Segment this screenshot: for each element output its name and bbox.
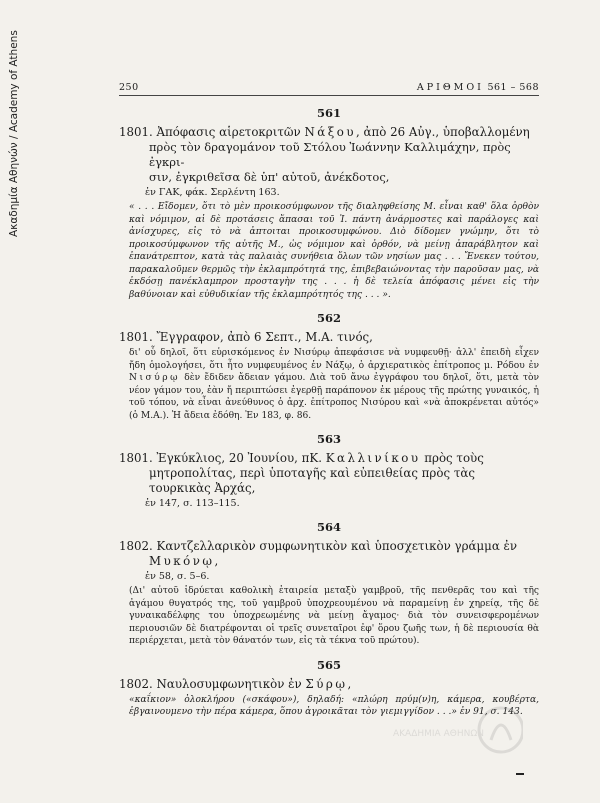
- entry-563-heading: 1801. Ἐγκύκλιος, 20 Ἰουνίου, πΚ. Καλλινίκου πρὸς τοὺς μητροπολίτας, περὶ ὑποταγῆς καὶ εὐπειθείας πρὸς τὰς τουρκικὰς Ἀρχάς,: [119, 451, 484, 495]
- entry-561-quote: « . . . Εἴδομεν, ὅτι τὸ μὲν προικοσύμφωνον τῆς διαληφθείσης Μ. εἶναι καθ' ὅλα ὀρθὸν καὶ νόμιμον, αἱ δὲ προτάσεις ἅπασαι τοῦ Ἰ. πάντη ἀνάρμοστες καὶ παράλογες καὶ ἀνίσχυρες, εἰς τὸ νὰ ἀπτοιται προικοσυμφώνου. Διὸ δίδομεν γνώμην, ὅτι τὸ προικοσύμφωνον τῆς αὐτῆς Μ., ὡς νόμιμον καὶ ὀρθόν, νὰ μείνῃ ἀπαράβλητον καὶ ἐπανάτρεπτον, κατὰ τὰς παλαιὰς συνήθεια ὅλων τῶν νησίων μας . . . Ἔνεκεν τούτου, παρακαλοῦμεν θερμῶς τὴν ἐκλαμπρότητά της, ἐπιβεβαιώνοντας τὴν παροῦσαν μας, νὰ ἐκδόσῃ πανέκλαμπρον προσταγὴν της . . . ἡ δὲ τελεία ἀπόφασις μένει εἰς τὴν βαθύνοιαν καὶ εὐθυδικίαν τῆς ἐκλαμπρότητός της . . . ».: [129, 202, 539, 300]
- entry-562-body: δι' οὗ δηλοῖ, ὅτι εὑρισκόμενος ἐν Νισύρῳ ἀπεφάσισε νὰ νυμφευθῇ· ἀλλ' ἐπειδὴ εἶχεν ἤδη ὁμολογήσει, ὅτι ἦτο νυμφευμένος ἐν Νάξῳ, ὁ ἀρχιερατικὸς ἐπίτροπος μ. Ρόδου ἐν Νισύρῳ δὲν ἔδιδεν ἄδειαν γάμου. Διὰ τοῦ ἄνω ἐγγράφου του δηλοῖ, ὅτι, μετὰ τὸν νέον γάμον του, ἐὰν ἤ περιπτώσει ἐγερθῇ παράπονον ἐκ μέρους τῆς πρώτης γυναικός, ἡ τοῦ τόπου, νὰ εἶναι ἀνεύθυνος ὁ ἀρχ. ἐπίτροπος Νισύρου καὶ «νὰ ἀποκρένεται αὐτός» (ὁ Μ.Α.). Ἡ ἄδεια ἐδόθη. Ἐν 183, φ. 86.: [129, 348, 539, 421]
- entry-number-561: 561: [316, 106, 341, 120]
- entry-number-565: 565: [316, 657, 341, 672]
- entry-565-heading: 1802. Ναυλοσυμφωνητικὸν ἐν Σύρῳ,: [119, 676, 354, 691]
- entry-561-line3: σιν, ἐγκριθεῖσα δὲ ὑπ' αὐτοῦ, ἀνέκδοτος,: [149, 170, 390, 184]
- entry-564-source: ἐν 58, σ. 5–6.: [145, 571, 210, 582]
- entry-564-body: (Δι' αὐτοῦ ἱδρύεται καθολικὴ ἑταιρεία μεταξὺ γαμβροῦ, τῆς πενθερᾶς του καὶ τῆς ἀγάμου θυγατρός της, τοῦ γαμβροῦ ὑποχρεουμένου νὰ παραμείνῃ ἐν χηρείᾳ, τῆς δὲ γυναικαδέλφης του ὑποχρεωμένης νὰ μείνῃ ἄγαμος· διὰ τὸν συνεισφερομένων περιουσιῶν δὲ διατρέφονται οἱ τρεῖς συνεταῖροι ἐφ' ὅρου ζωῆς των, ἡ δὲ περιουσία θὰ περιέρχεται, μετὰ τὸν θάνατόν των, εἰς τὰ τέκνα τοῦ πρώτου).: [129, 586, 539, 646]
- running-head: [119, 82, 539, 96]
- entry-561-heading: 1801. Ἀπόφασις αἱρετοκριτῶν Νάξου, ἀπὸ 26 Αὐγ., ὑποβαλλομένη: [119, 125, 530, 139]
- entry-561-line2: πρὸς τὸν δραγομάνον τοῦ Στόλου Ἰωάννην Καλλιμάχην, πρὸς ἐγκρι-: [149, 140, 511, 169]
- academy-side-label: Ακαδημία Αθηνών / Academy of Athens: [8, 30, 20, 237]
- entry-number-562: 562: [316, 311, 341, 325]
- entry-562-heading: 1801. Ἔγγραφον, ἀπὸ 6 Σεπτ., Μ.Α. τινός,: [119, 330, 373, 344]
- svg-text:ΑΚΑΔΗΜΙΑ ΑΘΗΝΩΝ: ΑΚΑΔΗΜΙΑ ΑΘΗΝΩΝ: [393, 729, 484, 739]
- page-number: 250: [119, 82, 139, 93]
- entry-number-564: 564: [316, 520, 341, 534]
- page-end-mark: [516, 773, 524, 775]
- entry-565-quote: «καΐκιον» ὁλοκλήρου («σκάφου»), δηλαδή: «πλώρη πρύμ(ν)η, κάμερα, κουβέρτα, ἐβγαινουμενο τὴν πέρα κάμερα, ὅπου ἀγροικᾶται τὸν γιεμιγγίδον . . .» ἐν 91, σ. 143.: [129, 694, 539, 717]
- document-page: [119, 82, 539, 719]
- entry-range: 561 – 568: [487, 82, 539, 93]
- entry-561-source: ἐν ΓΑΚ, φάκ. Σερλέντη 163.: [145, 187, 280, 198]
- entry-564-heading: 1802. Καντζελλαρικὸν συμφωνητικὸν καὶ ὑποσχετικὸν γράμμα ἐν Μυκόνῳ,: [119, 539, 518, 568]
- academy-watermark: [393, 700, 523, 760]
- entry-563-source: ἐν 147, σ. 113–115.: [145, 498, 240, 509]
- entry-number-563: 563: [316, 432, 341, 446]
- running-title: ΑΡΙΘΜΟΙ: [416, 82, 484, 93]
